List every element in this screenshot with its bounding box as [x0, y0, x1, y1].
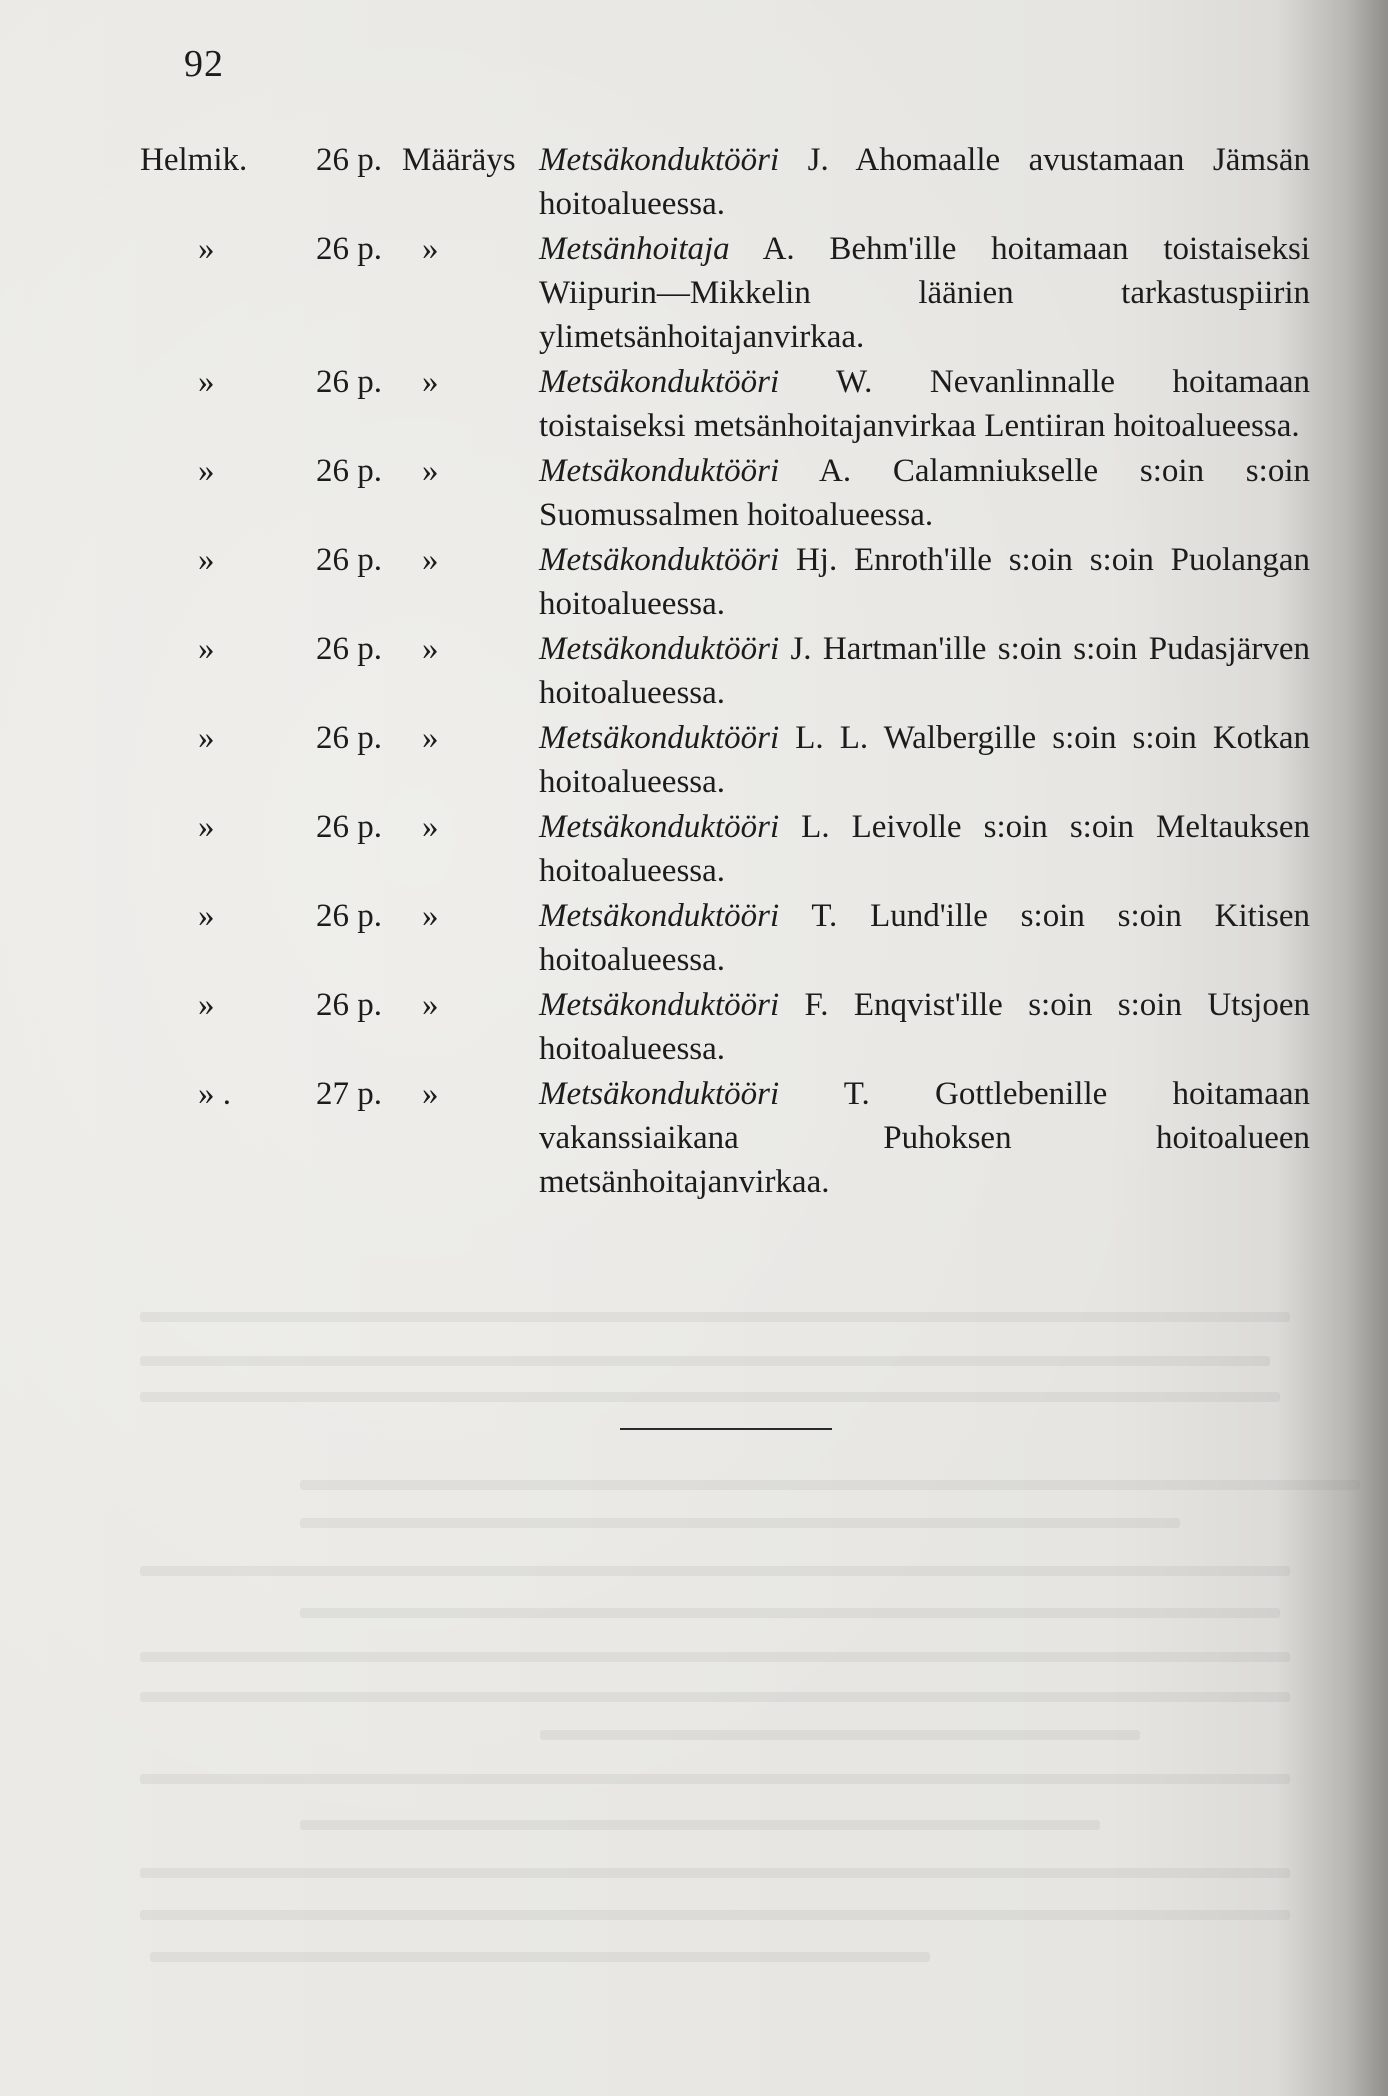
decree-entry: [140, 538, 1310, 626]
entry-day: 26 p.: [316, 720, 382, 756]
entry-text: [539, 716, 1310, 804]
entry-role: Metsäkonduktööri: [539, 142, 780, 178]
decree-entry: [140, 138, 1310, 226]
show-through: [540, 1730, 1140, 1740]
entry-day: 26 p.: [316, 631, 382, 667]
entry-day: 26 p.: [316, 453, 382, 489]
entry-body: L. L. Walbergille s:oin s:oin Kotkan hoitoalueessa.: [539, 720, 1310, 800]
decree-entry: [140, 805, 1310, 893]
show-through: [140, 1312, 1290, 1322]
entry-body: F. Enqvist'ille s:oin s:oin Utsjoen hoitoalueessa.: [539, 987, 1310, 1067]
entry-body: T. Gottlebenille hoitamaan vakanssiaikana Puhoksen hoitoalueen metsänhoitajanvirkaa.: [539, 1076, 1310, 1200]
decree-list: [140, 138, 1310, 1204]
entry-role: Metsäkonduktööri: [539, 898, 780, 934]
entry-month: »: [198, 898, 215, 934]
entry-role: Metsäkonduktööri: [539, 364, 780, 400]
entry-type: »: [422, 364, 439, 400]
show-through: [140, 1566, 1290, 1576]
show-through: [140, 1356, 1270, 1366]
entry-type: Määräys: [402, 142, 516, 178]
entry-text: [539, 449, 1310, 537]
entry-type: »: [422, 453, 439, 489]
entry-month: Helmik.: [140, 142, 248, 178]
entry-month: » .: [198, 1076, 231, 1112]
section-divider-rule: [620, 1428, 832, 1430]
entry-body: J. Ahomaalle avustamaan Jämsän hoitoalueessa.: [539, 142, 1311, 222]
entry-month: »: [198, 720, 215, 756]
show-through: [140, 1774, 1290, 1784]
entry-month: »: [198, 542, 215, 578]
decree-entry: [140, 449, 1310, 537]
entry-day: 27 p.: [316, 1076, 382, 1112]
entry-type: »: [422, 631, 439, 667]
entry-month: »: [198, 231, 215, 267]
entry-role: Metsäkonduktööri: [539, 1076, 780, 1112]
entry-day: 26 p.: [316, 987, 382, 1023]
entry-type: »: [422, 1076, 439, 1112]
show-through: [140, 1868, 1290, 1878]
entry-type: »: [422, 987, 439, 1023]
entry-month: »: [198, 453, 215, 489]
entry-body: L. Leivolle s:oin s:oin Meltauksen hoitoalueessa.: [539, 809, 1311, 889]
entry-type: »: [422, 809, 439, 845]
entry-text: [539, 227, 1310, 359]
entry-role: Metsäkonduktööri: [539, 987, 780, 1023]
decree-entry: [140, 627, 1310, 715]
decree-entry: [140, 894, 1310, 982]
entry-text: [539, 894, 1310, 982]
entry-day: 26 p.: [316, 142, 382, 178]
show-through: [300, 1480, 1360, 1490]
page-number: 92: [184, 43, 224, 85]
decree-entry: [140, 983, 1310, 1071]
entry-role: Metsäkonduktööri: [539, 809, 780, 845]
entry-role: Metsänhoitaja: [539, 231, 730, 267]
entry-text: [539, 983, 1310, 1071]
entry-day: 26 p.: [316, 809, 382, 845]
entry-body: J. Hartman'ille s:oin s:oin Pudasjärven hoitoalueessa.: [539, 631, 1311, 711]
decree-entry: [140, 227, 1310, 359]
show-through: [140, 1392, 1280, 1402]
entry-role: Metsäkonduktööri: [539, 720, 780, 756]
entry-body: A. Behm'ille hoitamaan toistaiseksi Wiipurin—Mikkelin läänien tarkastuspiirin ylimetsänhoitajanvirkaa.: [539, 231, 1310, 355]
entry-day: 26 p.: [316, 898, 382, 934]
decree-entry: [140, 1072, 1310, 1204]
decree-entry: [140, 360, 1310, 448]
entry-body: W. Nevanlinnalle hoitamaan toistaiseksi metsänhoitajanvirkaa Lentiiran hoitoalueessa.: [539, 364, 1310, 444]
show-through: [140, 1692, 1290, 1702]
entry-type: »: [422, 542, 439, 578]
entry-body: A. Calamniukselle s:oin s:oin Suomussalmen hoitoalueessa.: [539, 453, 1310, 533]
decree-entry: [140, 716, 1310, 804]
entry-text: [539, 805, 1310, 893]
entry-month: »: [198, 809, 215, 845]
show-through: [150, 1952, 930, 1962]
entry-text: [539, 627, 1310, 715]
entry-role: Metsäkonduktööri: [539, 453, 780, 489]
entry-text: [539, 538, 1310, 626]
entry-role: Metsäkonduktööri: [539, 542, 780, 578]
entry-text: [539, 360, 1310, 448]
entry-body: Hj. Enroth'ille s:oin s:oin Puolangan hoitoalueessa.: [539, 542, 1310, 622]
show-through: [300, 1820, 1100, 1830]
entry-text: [539, 1072, 1310, 1204]
show-through: [300, 1518, 1180, 1528]
entry-text: [539, 138, 1310, 226]
entry-type: »: [422, 231, 439, 267]
entry-type: »: [422, 720, 439, 756]
entry-type: »: [422, 898, 439, 934]
show-through: [140, 1910, 1290, 1920]
entry-day: 26 p.: [316, 231, 382, 267]
entry-month: »: [198, 987, 215, 1023]
entry-day: 26 p.: [316, 542, 382, 578]
entry-role: Metsäkonduktööri: [539, 631, 780, 667]
entry-day: 26 p.: [316, 364, 382, 400]
entry-month: »: [198, 364, 215, 400]
entry-body: T. Lund'ille s:oin s:oin Kitisen hoitoalueessa.: [539, 898, 1310, 978]
entry-month: »: [198, 631, 215, 667]
show-through: [140, 1652, 1290, 1662]
show-through: [300, 1608, 1280, 1618]
